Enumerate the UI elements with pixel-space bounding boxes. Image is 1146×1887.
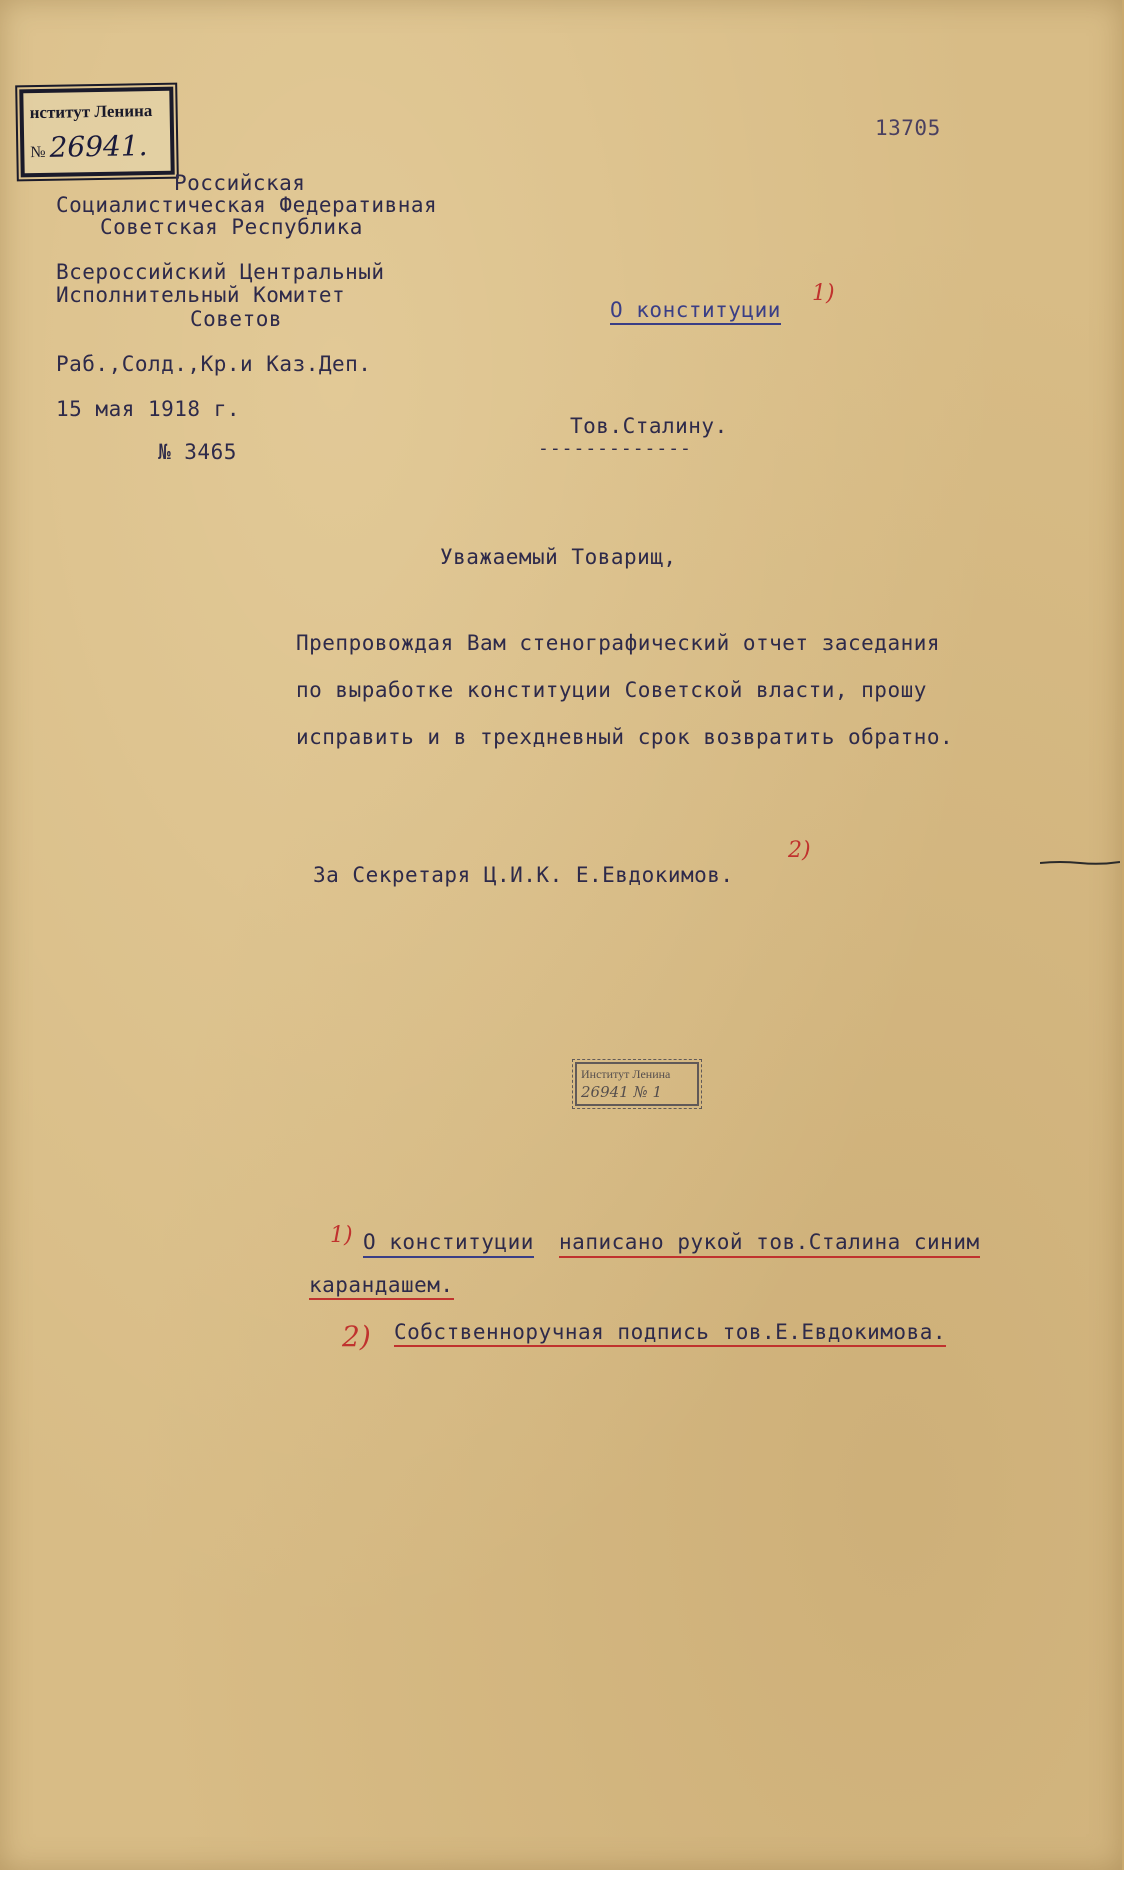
archive-stamp-number-row — [30, 129, 148, 164]
archive-stamp-small-title: Институт Ленина — [581, 1067, 671, 1081]
letterhead-republic-line3: Советская Республика — [100, 215, 363, 239]
note1-rest: написано рукой тов.Сталина синим — [559, 1230, 980, 1258]
note2-text: Собственноручная подпись тов.Е.Евдокимова. — [394, 1322, 946, 1347]
letterhead-committee-line3: Советов — [190, 307, 283, 331]
subject-line: О конституции — [610, 300, 781, 325]
letterhead-outgoing-number: № 3465 — [158, 440, 237, 464]
letterhead-republic-line2: Социалистическая Федеративная — [56, 193, 438, 217]
salutation: Уважаемый Товарищ, — [440, 545, 677, 569]
letterhead-date: 15 мая 1918 г. — [56, 397, 241, 421]
signature-footnote-mark: 2) — [788, 838, 811, 863]
body-line-3: исправить и в трехдневный срок возвратить обратно. — [296, 725, 954, 749]
note1-line1 — [363, 1232, 980, 1253]
archive-stamp-small — [575, 1062, 699, 1106]
signature-line: За Секретаря Ц.И.К. Е.Евдокимов. — [313, 863, 734, 887]
note2-mark: 2) — [342, 1320, 371, 1353]
subject-footnote-mark: 1) — [812, 281, 835, 306]
note1-mark: 1) — [330, 1223, 353, 1248]
note1-underlined: О конституции — [363, 1230, 534, 1258]
archive-number: 13705 — [875, 116, 941, 140]
addressee-underline: ------------- — [538, 438, 692, 459]
letterhead-deputies: Раб.,Солд.,Кр.и Каз.Деп. — [56, 352, 372, 376]
letterhead-republic-line1: Российская — [174, 171, 306, 195]
archive-stamp-small-number: 26941 № 1 — [581, 1083, 662, 1101]
archive-stamp-title: нститут Ленина — [29, 101, 153, 123]
archive-stamp-number-prefix: № — [30, 143, 46, 162]
body-line-2: по выработке конституции Советской власти, прошу — [296, 678, 927, 702]
addressee: Тов.Сталину. — [570, 414, 728, 438]
body-line-1: Препровождая Вам стенографический отчет заседания — [296, 631, 941, 655]
note1-line2: карандашем. — [309, 1275, 454, 1300]
paper-crease — [1040, 860, 1120, 866]
archive-stamp-number: 26941. — [49, 129, 148, 164]
letterhead-committee-line1: Всероссийский Центральный — [56, 260, 385, 284]
letterhead-committee-line2: Исполнительный Комитет — [56, 283, 346, 307]
archive-stamp — [19, 87, 175, 178]
